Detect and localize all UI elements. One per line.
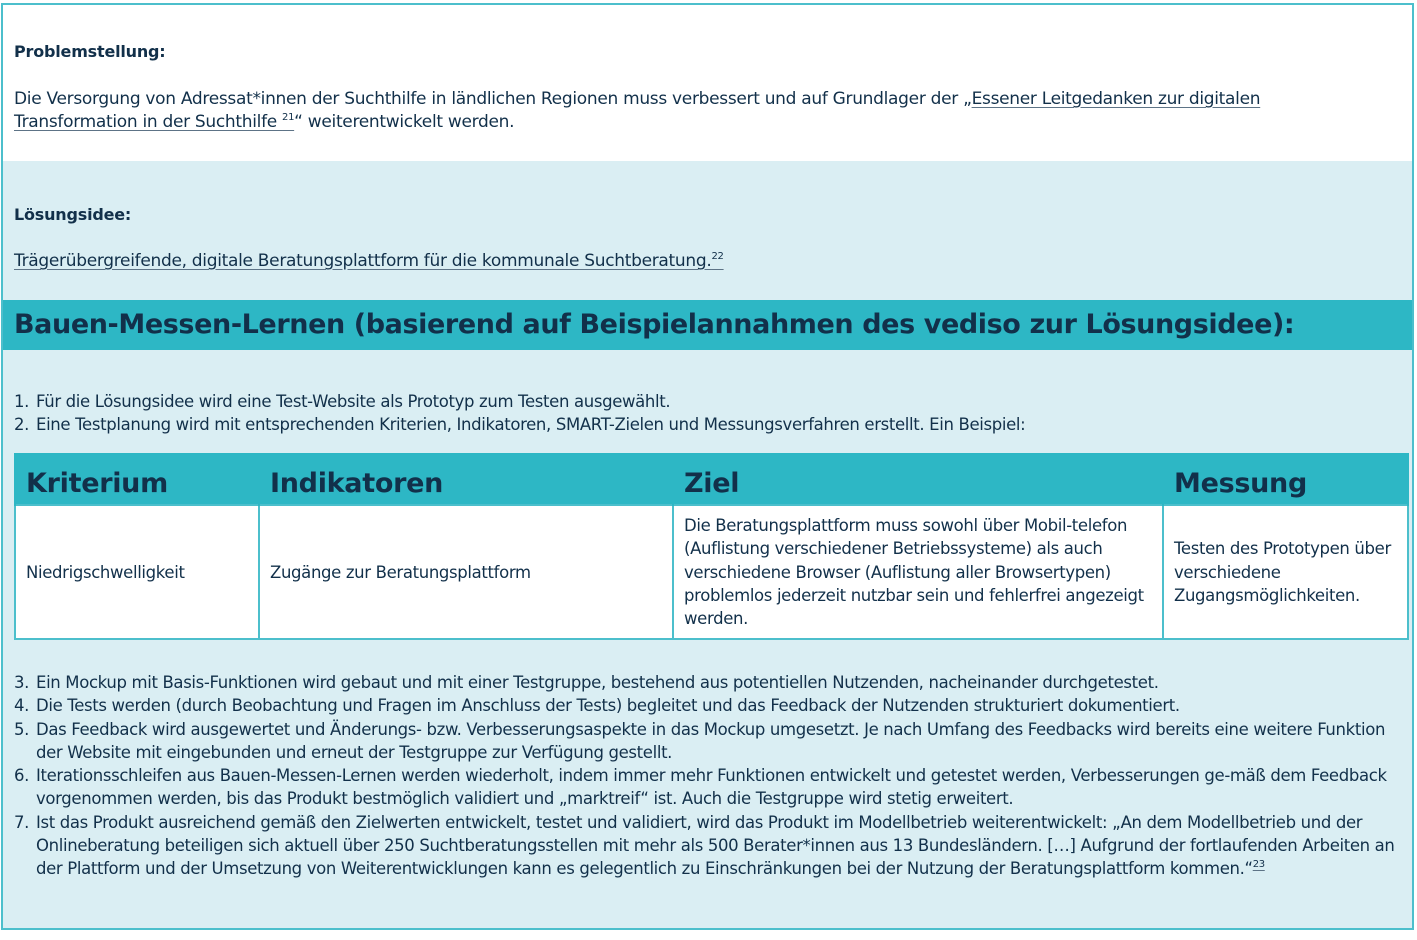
- list-item: [14, 671, 1404, 694]
- list-item: [14, 390, 1404, 413]
- problem-text-before: Die Versorgung von Adressat*innen der Suchthilfe in ländlichen Regionen muss verbessert und auf Grundlager der „: [14, 89, 972, 109]
- steps-list-bottom: [14, 671, 1404, 881]
- header-indikatoren: Indikatoren: [259, 453, 673, 505]
- header-kriterium: Kriterium: [15, 453, 259, 505]
- step-number: 6.: [14, 766, 30, 786]
- problem-section: [3, 5, 1412, 161]
- section-banner: [3, 300, 1412, 350]
- step-text: Eine Testplanung wird mit entsprechenden Kriterien, Indikatoren, SMART-Zielen und Messungsverfahren erstellt. Ein Beispiel:: [36, 415, 1026, 435]
- document-frame: [1, 3, 1414, 930]
- test-planning-table: [14, 453, 1409, 640]
- step-text: [36, 811, 1404, 881]
- footnote-22[interactable]: 22: [711, 251, 724, 262]
- list-item: [14, 811, 1404, 881]
- header-ziel: Ziel: [673, 453, 1163, 505]
- problem-label: Problemstellung:: [14, 42, 166, 61]
- list-item: [14, 764, 1404, 811]
- step-number: 5.: [14, 719, 30, 739]
- list-item: [14, 718, 1404, 765]
- problem-text: [14, 88, 1394, 134]
- banner-title: Bauen-Messen-Lernen (basierend auf Beispielannahmen des vediso zur Lösungsidee):: [14, 309, 1295, 340]
- cell-indikatoren: Zugänge zur Beratungsplattform: [259, 505, 673, 639]
- link-text-line2: Transformation in der Suchthilfe: [14, 112, 283, 132]
- step-text: Für die Lösungsidee wird eine Test-Website als Prototyp zum Testen ausgewählt.: [36, 392, 671, 411]
- footnote-23[interactable]: 23: [1252, 859, 1265, 871]
- step-number: 4.: [14, 696, 30, 716]
- step-text: Die Tests werden (durch Beobachtung und Fragen im Anschluss der Tests) begleitet und das Feedback der Nutzenden strukturiert dokumentiert.: [36, 696, 1180, 716]
- step-number: 3.: [14, 673, 30, 692]
- solution-text: [14, 250, 1394, 273]
- step-text: Ein Mockup mit Basis-Funktionen wird gebaut und mit einer Testgruppe, bestehend aus potentiellen Nutzenden, nacheinander durchgetestet.: [36, 673, 1159, 692]
- footnote-21[interactable]: 21: [282, 112, 295, 123]
- step-7-text: Ist das Produkt ausreichend gemäß den Zielwerten entwickelt, testet und validiert, wird das Produkt im Modellbetrieb weiterentwickelt: „An dem Modellbetrieb und der Onlineberatung beteiligen sich aktuell über 250 Suchtberatungsstellen mit mehr als 500 Berater*innen aus 13 Bundesländern. […] Aufgrund der fortlaufenden Arbeiten an der Plattform und der Umsetzung von Weiterentwicklungen kann es gelegentlich zu Einschränkungen bei der Nutzung der Beratungsplattform kommen.“: [36, 812, 1395, 879]
- step-text: Iterationsschleifen aus Bauen-Messen-Lernen werden wiederholt, indem immer mehr Funktionen entwickelt und getestet werden, Verbesserungen ge-mäß dem Feedback vorgenommen werden, bis das Produkt bestmöglich validiert und „marktreif“ ist. Auch die Testgruppe wird stetig erweitert.: [36, 766, 1387, 809]
- cell-messung: Testen des Prototypen über verschiedene Zugangsmöglichkeiten.: [1163, 505, 1408, 639]
- cell-kriterium: Niedrigschwelligkeit: [15, 505, 259, 639]
- header-messung: Messung: [1163, 453, 1408, 505]
- step-number: 1.: [14, 392, 30, 411]
- cell-ziel: Die Beratungsplattform muss sowohl über Mobil-telefon (Auflistung verschiedener Betriebssysteme) als auch verschiedene Browser (Auflistung aller Browsertypen) problemlos jederzeit nutzbar sein und fehlerfrei angezeigt werden.: [673, 505, 1163, 639]
- solution-link[interactable]: [14, 251, 724, 271]
- step-number: 7.: [14, 812, 30, 832]
- step-number: 2.: [14, 415, 30, 435]
- problem-text-after: “ weiterentwickelt werden.: [294, 112, 515, 132]
- steps-list-top: [14, 390, 1404, 437]
- solution-label: Lösungsidee:: [14, 205, 132, 224]
- list-item: [14, 694, 1404, 717]
- solution-link-text: Trägerübergreifende, digitale Beratungsplattform für die kommunale Suchtberatung.: [14, 251, 712, 271]
- table-header-row: [15, 453, 1408, 505]
- step-text: Das Feedback wird ausgewertet und Änderungs- bzw. Verbesserungsaspekte in das Mockup umgesetzt. Je nach Umfang des Feedbacks wird bereits eine weitere Funktion der Website mit eingebunden und erneut der Testgruppe zur Verfügung gestellt.: [36, 719, 1386, 762]
- table-row: [15, 505, 1408, 639]
- list-item: [14, 413, 1404, 436]
- link-text-line1: Essener Leitgedanken zur digitalen: [971, 89, 1261, 109]
